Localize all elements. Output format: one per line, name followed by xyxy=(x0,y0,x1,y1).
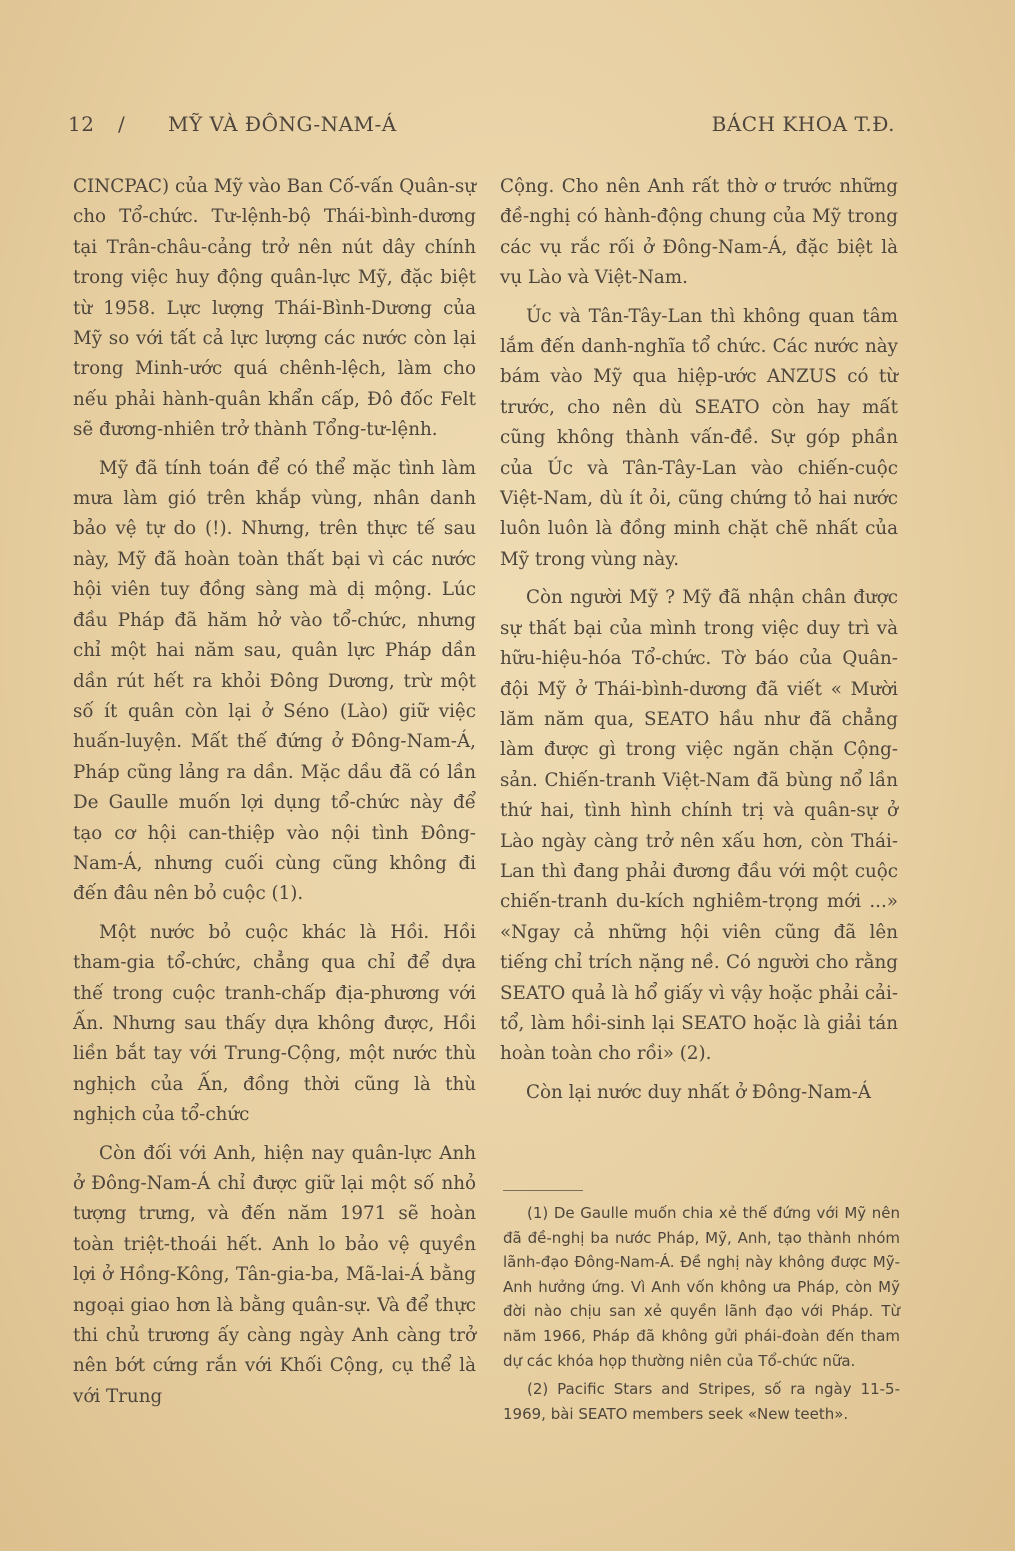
page-number: 12 xyxy=(68,112,95,136)
journal-title: BÁCH KHOA T.Đ. xyxy=(711,112,895,136)
paragraph: Cộng. Cho nên Anh rất thờ ơ trước những đề-nghị có hành-động chung của Mỹ trong các vụ rắc rối ở Đông-Nam-Á, đặc biệt là vụ Lào và Việt-Nam. xyxy=(500,176,898,289)
running-title: MỸ VÀ ĐÔNG-NAM-Á xyxy=(168,112,397,136)
footnotes xyxy=(503,1190,900,1430)
footnote: (2) Pacific Stars and Stripes, số ra ngày 11-5-1969, bài SEATO members seek «New teeth». xyxy=(503,1380,900,1423)
paragraph: Còn lại nước duy nhất ở Đông-Nam-Á xyxy=(526,1081,871,1103)
footnote: (1) De Gaulle muốn chia xẻ thế đứng với Mỹ nên đã đề-nghị ba nước Pháp, Mỹ, Anh, tạo thành nhóm lãnh-đạo Đông-Nam-Á. Đề nghị này không được Mỹ-Anh hưởng ứng. Vì Anh vốn không ưa Pháp, còn Mỹ đời nào chịu san xẻ quyền lãnh đạo với Pháp. Từ năm 1966, Pháp đã không gửi phái-đoàn đến tham dự các khóa họp thường niên của Tổ-chức nữa. xyxy=(503,1204,900,1370)
paragraph: Còn đối với Anh, hiện nay quân-lực Anh ở Đông-Nam-Á chỉ được giữ lại một số nhỏ tượng trưng, và đến năm 1971 sẽ hoàn toàn triệt-thoái hết. Anh lo bảo vệ quyền lợi ở Hồng-Kông, Tân-gia-ba, Mã-lai-Á bằng ngoại giao hơn là bằng quân-sự. Và để thực thi chủ trương ấy càng ngày Anh càng trở nên bớt cứng rắn với Khối Cộng, cụ thể là với Trung xyxy=(73,1142,476,1407)
right-column xyxy=(500,172,898,1108)
paragraph: CINCPAC) của Mỹ vào Ban Cố-vấn Quân-sự cho Tổ-chức. Tư-lệnh-bộ Thái-bình-dương tại Trân-châu-cảng trở nên nút dây chính trong việc huy động quân-lực Mỹ, đặc biệt từ 1958. Lực lượng Thái-Bình-Dương của Mỹ so với tất cả lực lượng các nước còn lại trong Minh-ước quá chênh-lệch, làm cho nếu phải hành-quân khẩn cấp, Đô đốc Felt sẽ đương-nhiên trở thành Tổng-tư-lệnh. xyxy=(73,176,476,441)
header-separator: / xyxy=(118,112,126,136)
page-header xyxy=(68,112,895,142)
left-column xyxy=(73,172,476,1412)
paragraph: Còn người Mỹ ? Mỹ đã nhận chân được sự thất bại của mình trong việc duy trì và hữu-hiệu-hóa Tổ-chức. Tờ báo của Quân-đội Mỹ ở Thái-bình-dương đã viết « Mười lăm năm qua, SEATO hầu như đã chẳng làm được gì trong việc ngăn chặn Cộng-sản. Chiến-tranh Việt-Nam đã bùng nổ lần thứ hai, tình hình chính trị và quân-sự ở Lào ngày càng trở nên xấu hơn, còn Thái-Lan thì đang phải đương đầu với một cuộc chiến-tranh du-kích nghiêm-trọng mới ...» «Ngay cả những hội viên cũng đã lên tiếng chỉ trích nặng nề. Có người cho rằng SEATO quả là hổ giấy vì vậy hoặc phải cải-tổ, làm hồi-sinh lại SEATO hoặc là giải tán hoàn toàn cho rồi» (2). xyxy=(500,587,898,1065)
footnote-divider xyxy=(503,1190,583,1191)
paragraph: Mỹ đã tính toán để có thể mặc tình làm mưa làm gió trên khắp vùng, nhân danh bảo vệ tự do (!). Nhưng, trên thực tế sau này, Mỹ đã hoàn toàn thất bại vì các nước hội viên tuy đồng sàng mà dị mộng. Lúc đầu Pháp đã hăm hở vào tổ-chức, nhưng chỉ một hai năm sau, quân lực Pháp dần dần rút hết ra khỏi Đông Dương, trừ một số ít quân còn lại ở Séno (Lào) giữ việc huấn-luyện. Mất thế đứng ở Đông-Nam-Á, Pháp cũng lảng ra dần. Mặc dầu đã có lần De Gaulle muốn lợi dụng tổ-chức này để tạo cơ hội can-thiệp vào nội tình Đông-Nam-Á, nhưng cuối cùng cũng không đi đến đâu nên bỏ cuộc (1). xyxy=(73,457,476,905)
paragraph: Một nước bỏ cuộc khác là Hồi. Hồi tham-gia tổ-chức, chẳng qua chỉ để dựa thế trong cuộc tranh-chấp địa-phương với Ấn. Nhưng sau thấy dựa không được, Hồi liền bắt tay với Trung-Cộng, một nước thù nghịch của Ấn, đồng thời cũng là thù nghịch của tổ-chức xyxy=(73,921,476,1126)
paragraph: Úc và Tân-Tây-Lan thì không quan tâm lắm đến danh-nghĩa tổ chức. Các nước này bám vào Mỹ qua hiệp-ước ANZUS có từ trước, cho nên dù SEATO còn hay mất cũng không thành vấn-đề. Sự góp phần của Úc và Tân-Tây-Lan vào chiến-cuộc Việt-Nam, dù ít ỏi, cũng chứng tỏ hai nước luôn luôn là đồng minh chặt chẽ nhất của Mỹ trong vùng này. xyxy=(500,305,898,570)
